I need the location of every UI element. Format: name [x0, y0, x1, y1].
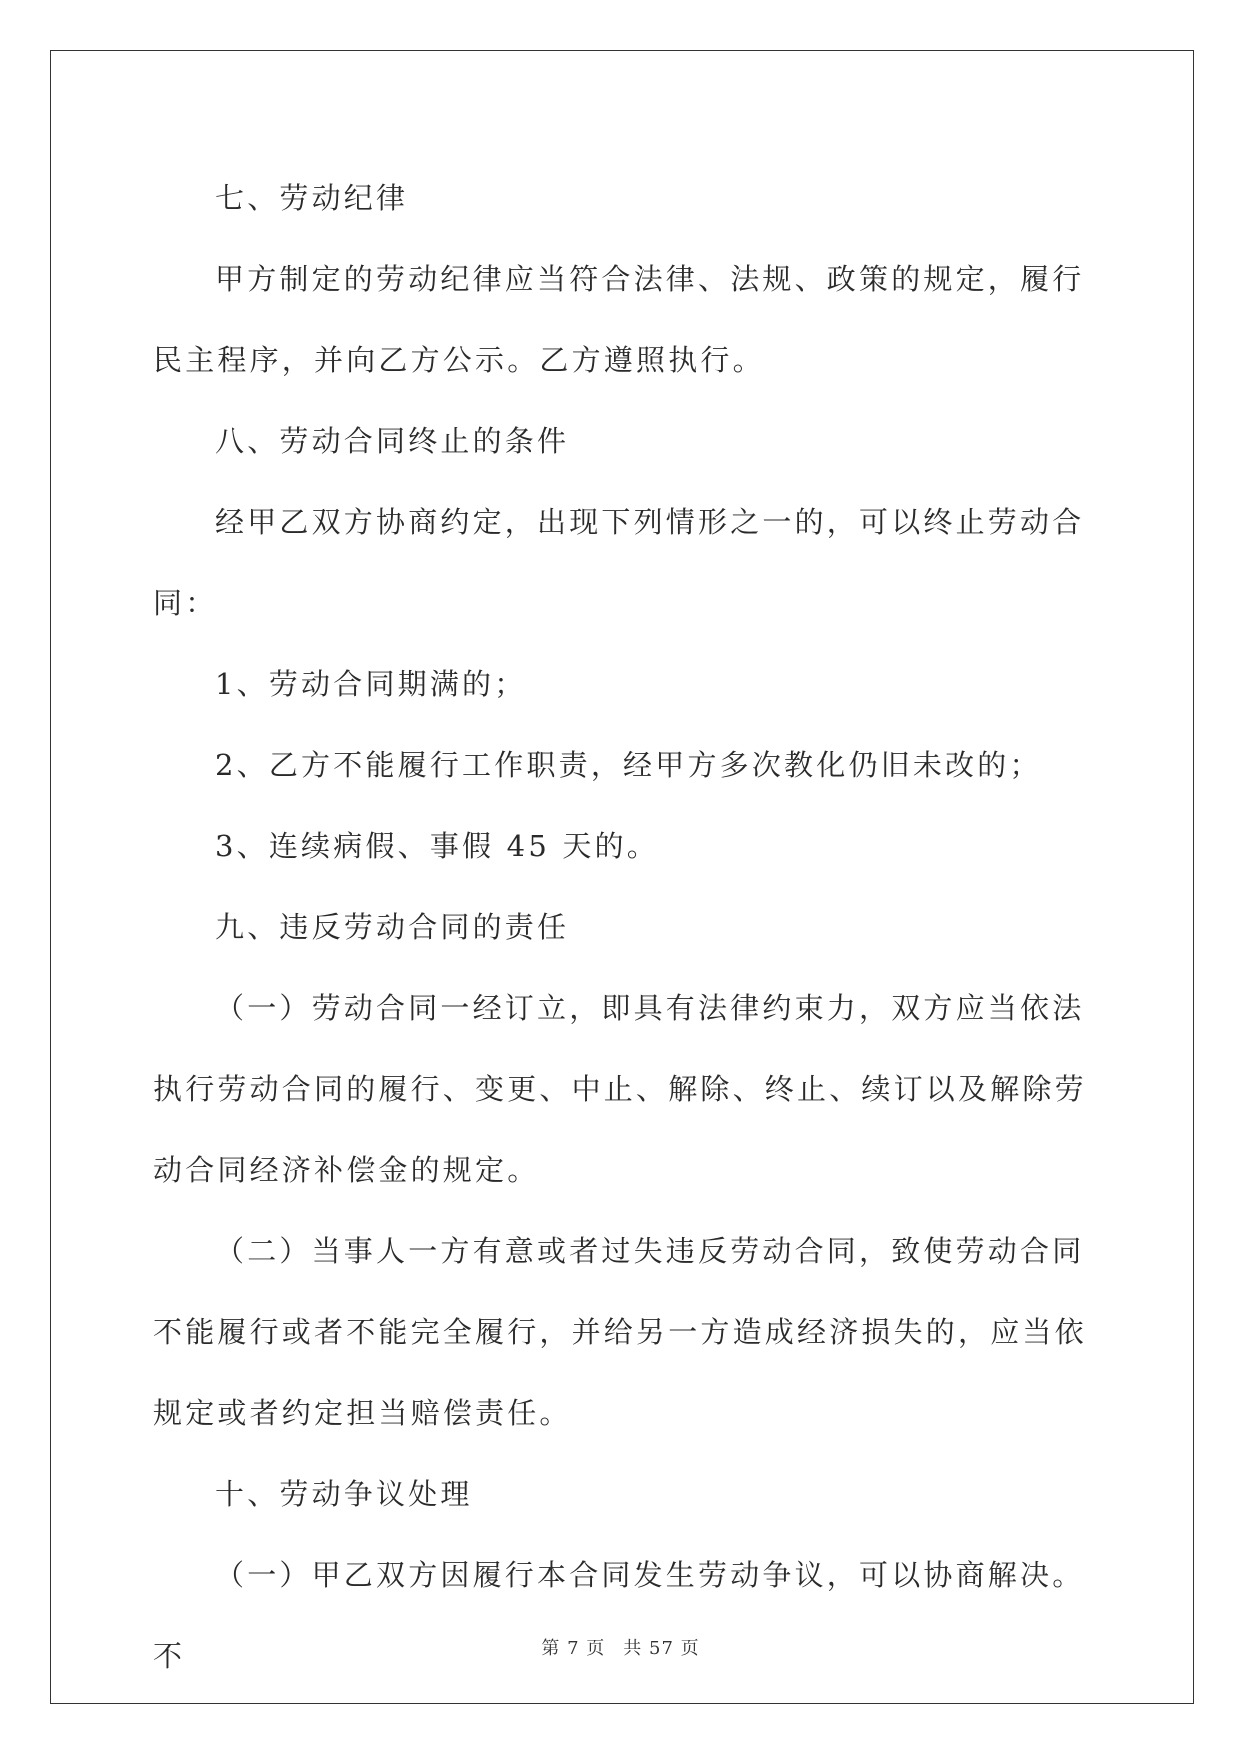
list-item: 3、连续病假、事假 45 天的。 [215, 829, 659, 863]
list-item: 1、劳动合同期满的； [215, 667, 527, 701]
paragraph: 经甲乙双方协商约定，出现下列情形之一的，可以终止劳动合同： [153, 505, 1085, 620]
page-footer [0, 1634, 1241, 1660]
paragraph: （一）甲乙双方因履行本合同发生劳动争议，可以协商解决。不 [153, 1558, 1085, 1673]
section-heading: 十、劳动争议处理 [215, 1477, 473, 1511]
list-item: 2、乙方不能履行工作职责，经甲方多次教化仍旧未改的； [215, 748, 1042, 782]
section-heading: 七、劳动纪律 [215, 181, 409, 215]
section-heading: 八、劳动合同终止的条件 [215, 424, 570, 458]
page-number: 第 7 页 [541, 1638, 606, 1659]
page-total: 共 57 页 [623, 1638, 700, 1659]
paragraph: （一）劳动合同一经订立，即具有法律约束力，双方应当依法执行劳动合同的履行、变更、中止、解除、终止、续订以及解除劳动合同经济补偿金的规定。 [153, 991, 1087, 1187]
document-body [153, 158, 1093, 1697]
paragraph: 甲方制定的劳动纪律应当符合法律、法规、政策的规定，履行民主程序，并向乙方公示。乙方遵照执行。 [153, 262, 1085, 377]
paragraph: （二）当事人一方有意或者过失违反劳动合同，致使劳动合同不能履行或者不能完全履行，并给另一方造成经济损失的，应当依规定或者约定担当赔偿责任。 [153, 1234, 1087, 1430]
section-heading: 九、违反劳动合同的责任 [215, 910, 570, 944]
